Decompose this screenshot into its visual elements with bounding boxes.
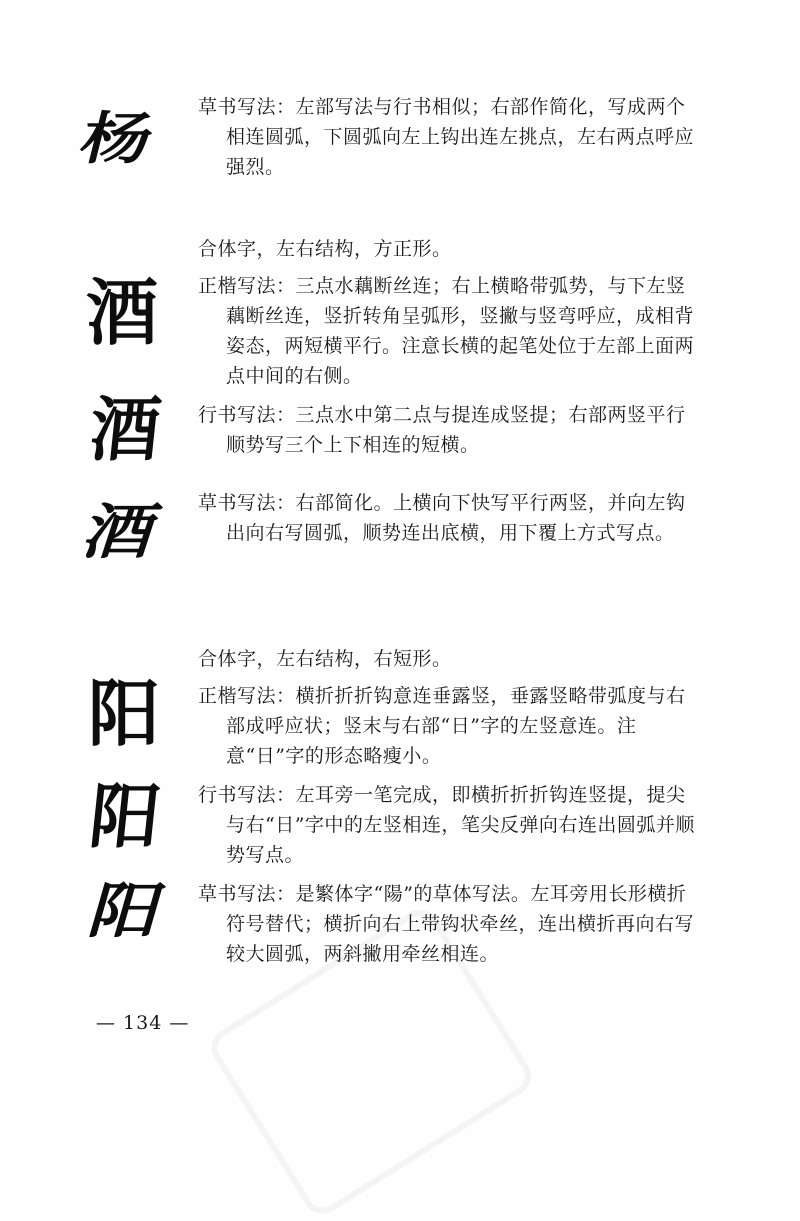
- calligraphy-jiu-regular: 酒: [86, 270, 159, 355]
- structure-note: 合体字，左右结构，右短形。: [198, 648, 452, 670]
- page-number: — 134 —: [96, 1012, 190, 1034]
- calligraphy-jiu-running: 酒: [85, 388, 165, 471]
- calligraphy-yang2-cursive: 阳: [82, 875, 173, 946]
- running-note: 行书写法：三点水中第二点与提连成竖提；右部两竖平行顺势写三个上下相连的短横。: [198, 404, 686, 456]
- regular-note: 正楷写法：横折折折钩意连垂露竖，垂露竖略带弧度与右部成呼应状；竖末与右部“日”字的左竖意连。注意“日”字的形态略瘦小。: [198, 685, 686, 767]
- section-yang-text: [198, 92, 698, 191]
- cursive-note: 草书写法：是繁体字“陽”的草体写法。左耳旁用长形横折符号替代；横折向右上带钩状牵丝，连出横折再向右写较大圆弧，两斜撇用牵丝相连。: [198, 883, 695, 965]
- calligraphy-yang2-regular: 阳: [88, 671, 161, 756]
- calligraphy-jiu-cursive: 酒: [74, 496, 168, 567]
- cursive-note: 草书写法：右部简化。上横向下快写平行两竖，并向左钩出向右写圆弧，顺势连出底横，用下覆上方式写点。: [198, 492, 686, 544]
- structure-note: 合体字，左右结构，方正形。: [198, 238, 452, 260]
- regular-note: 正楷写法：三点水藕断丝连；右上横略带弧势，与下左竖藕断丝连，竖折转角呈弧形，竖撇与竖弯呼应，成相背姿态，两短横平行。注意长横的起笔处位于左部上面两点中间的右侧。: [198, 275, 695, 387]
- calligraphy-yang-cursive: 杨: [73, 105, 161, 172]
- cursive-note: 草书写法：左部写法与行书相似；右部作简化，写成两个相连圆弧，下圆弧向左上钩出连左挑点，左右两点呼应强烈。: [198, 96, 695, 178]
- running-note: 行书写法：左耳旁一笔完成，即横折折折钩连竖提，提尖与右“日”字中的左竖相连，笔尖反弹向右连出圆弧并顺势写点。: [198, 784, 695, 866]
- section-jiu-text: [198, 234, 698, 557]
- section-yang2-text: [198, 644, 698, 978]
- calligraphy-yang2-running: 阳: [85, 775, 165, 858]
